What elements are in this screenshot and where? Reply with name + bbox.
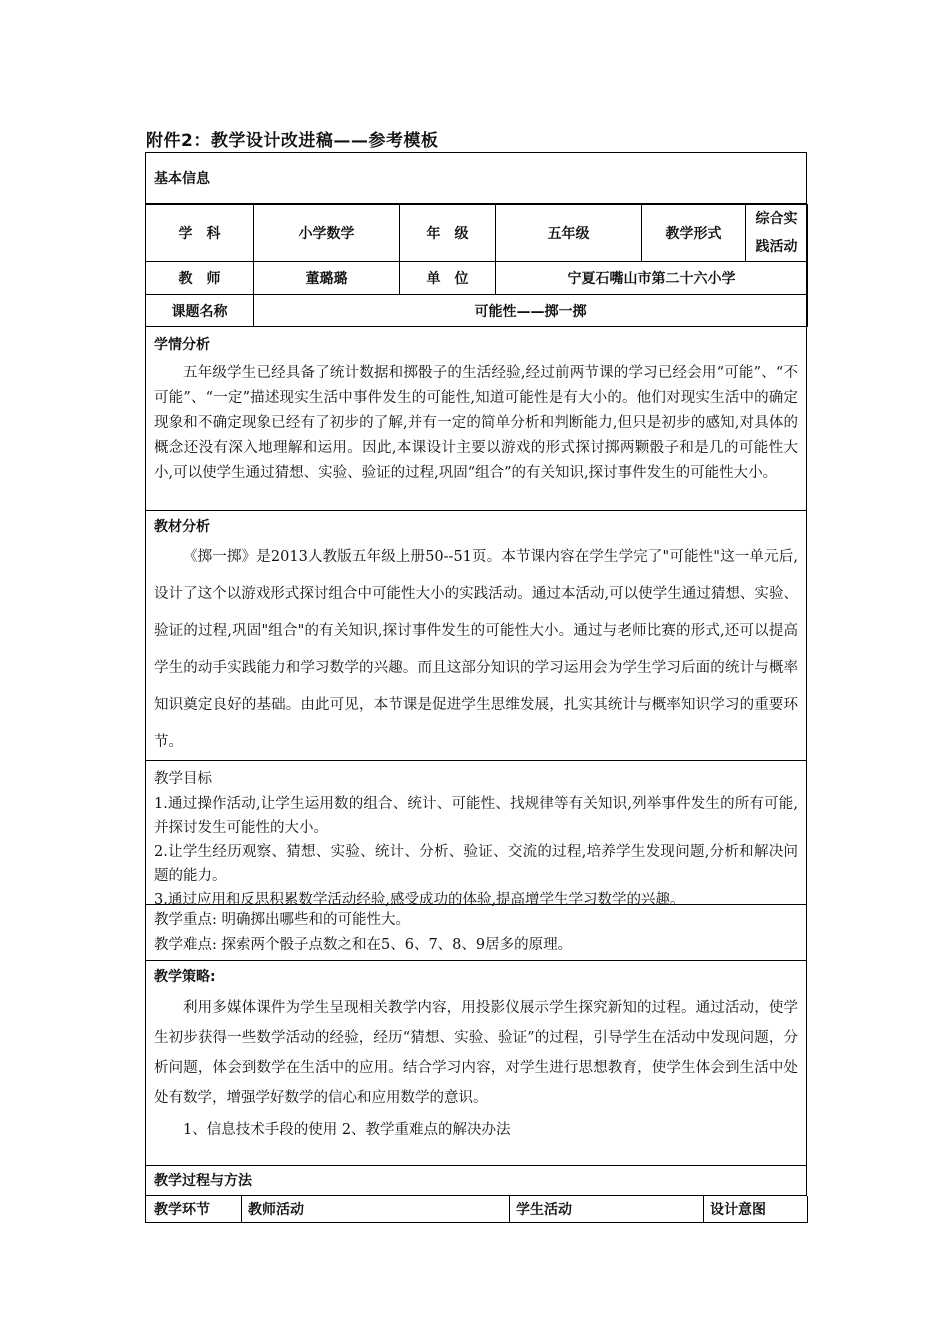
objectives-heading: 教学目标 <box>154 771 212 787</box>
topic-label: 课题名称 <box>146 295 254 327</box>
objective-3: 3.通过应用和反思积累数学活动经验,感受成功的体验,提高增学生学习数学的兴趣。 <box>154 892 685 908</box>
strategy-heading: 教学策略: <box>154 969 216 985</box>
strategy-text: 利用多媒体课件为学生呈现相关教学内容，用投影仪展示学生探究新知的过程。通过活动，使学生初步获得一些数学活动的经验，经历“猜想、实验、验证”的过程，引导学生在活动中发现问题，分析问题，体会到数学在生活中的应用。结合学习内容，对学生进行思想教育，使学生体会到生活中处处有数学，增强学好数学的信心和应用数学的意识。 <box>154 1000 798 1106</box>
lesson-plan-form <box>145 152 807 1223</box>
process-col-intent: 设计意图 <box>704 1196 808 1222</box>
material-analysis-heading: 教材分析 <box>154 519 210 535</box>
material-analysis-section <box>145 511 807 761</box>
objective-2: 2.让学生经历观察、猜想、实验、统计、分析、验证、交流的过程,培养学生发现问题,分析和解决问题的能力。 <box>154 844 798 884</box>
strategy-extra: 1、信息技术手段的使用 2、教学重难点的解决办法 <box>183 1122 511 1138</box>
unit-value: 宁夏石嘴山市第二十六小学 <box>496 262 808 295</box>
learner-analysis-heading: 学情分析 <box>154 337 210 353</box>
basic-info-header <box>145 152 807 204</box>
page-title: 附件2：教学设计改进稿——参考模板 <box>146 131 439 151</box>
form-label: 教学形式 <box>642 205 746 262</box>
process-col-teacher: 教师活动 <box>242 1196 510 1222</box>
material-analysis-text: 《掷一掷》是2013人教版五年级上册50--51页。本节课内容在学生学完了"可能性"这一单元后,设计了这个以游戏形式探讨组合中可能性大小的实践活动。通过本活动,可以使学生通过猜想、实验、验证的过程,巩固"组合"的有关知识,探讨事件发生的可能性大小。通过与老师比赛的形式,还可以提高学生的动手实践能力和学习数学的兴趣。而且这部分知识的学习运用会为学生学习后面的统计与概率知识奠定良好的基础。由此可见，本节课是促进学生思维发展，扎实其统计与概率知识学习的重要环节。 <box>154 549 798 750</box>
process-header <box>145 1166 807 1196</box>
learner-analysis-section <box>145 327 807 511</box>
basic-info-row-3 <box>146 295 808 327</box>
key-points-section <box>145 905 807 961</box>
basic-info-table-wrap <box>145 204 807 327</box>
subject-label: 学 科 <box>146 205 254 262</box>
learner-analysis-text: 五年级学生已经具备了统计数据和掷骰子的生活经验,经过前两节课的学习已经会用“可能”、“不可能”、“一定”描述现实生活中事件发生的可能性,知道可能性是有大小的。他们对现实生活中的确定现象和不确定现象已经有了初步的了解,并有一定的简单分析和判断能力,但只是初步的感知,对具体的概念还没有深入地理解和运用。因此,本课设计主要以游戏的形式探讨掷两颗骰子和是几的可能性大小,可以使学生通过猜想、实验、验证的过程,巩固“组合”的有关知识,探讨事件发生的可能性大小。 <box>154 365 798 481</box>
process-table <box>145 1196 808 1223</box>
unit-label: 单 位 <box>400 262 496 295</box>
teacher-value: 董璐璐 <box>254 262 400 295</box>
basic-info-table <box>145 204 808 327</box>
process-col-student: 学生活动 <box>510 1196 704 1222</box>
process-col-stage: 教学环节 <box>146 1196 242 1222</box>
grade-value: 五年级 <box>496 205 642 262</box>
subject-value: 小学数学 <box>254 205 400 262</box>
objectives-section <box>145 761 807 908</box>
objective-1: 1.通过操作活动,让学生运用数的组合、统计、可能性、找规律等有关知识,列举事件发生的所有可能,并探讨发生可能性的大小。 <box>154 796 798 836</box>
topic-value: 可能性——掷一掷 <box>254 295 808 327</box>
teaching-focus: 教学重点: 明确掷出哪些和的可能性大。 <box>154 912 410 928</box>
basic-info-row-1 <box>146 205 808 262</box>
teaching-difficulty: 教学难点: 探索两个骰子点数之和在5、6、7、8、9居多的原理。 <box>154 937 573 953</box>
basic-info-heading: 基本信息 <box>154 171 210 187</box>
grade-label: 年 级 <box>400 205 496 262</box>
process-table-wrap <box>145 1196 807 1223</box>
teacher-label: 教 师 <box>146 262 254 295</box>
process-header-row <box>146 1196 808 1222</box>
process-heading: 教学过程与方法 <box>154 1173 252 1189</box>
form-value: 综合实践活动 <box>746 205 808 262</box>
basic-info-row-2 <box>146 262 808 295</box>
strategy-section <box>145 961 807 1166</box>
